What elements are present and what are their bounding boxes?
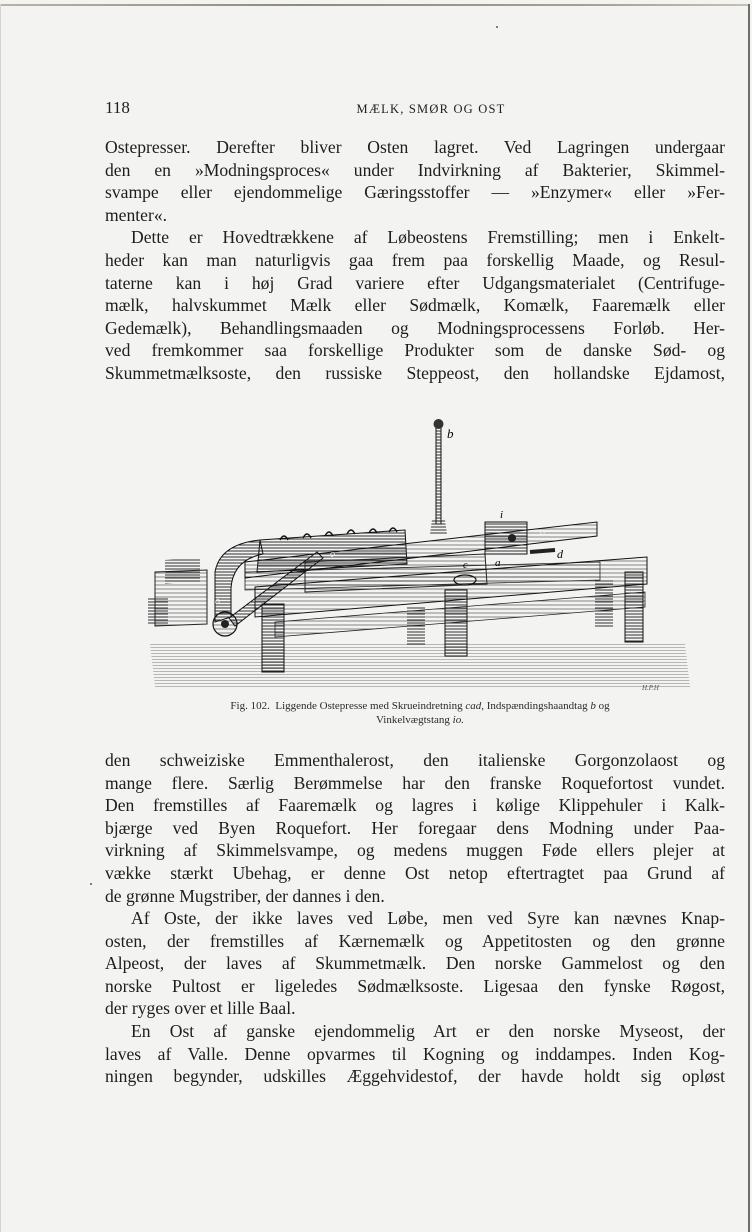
text-line: En Ost af ganske ejendommelig Art er den norske Myseost, der <box>131 1021 725 1041</box>
text-line: vække stærkt Ubehag, er denne Ost netop eftertragtet paa Grund af <box>105 862 725 883</box>
text-line: Alpeost, der laves af Skummetmælk. Den norske Gammelost og den <box>105 953 725 974</box>
running-head: MÆLK, SMØR OG OST <box>356 102 506 116</box>
paragraph-acid-cheeses <box>105 907 725 1020</box>
text-line: norske Pultost er ligeledes Sødmælksoste. Ligesaa den fynske Røgost, <box>105 975 725 996</box>
svg-text:o: o <box>215 596 220 607</box>
svg-text:o: o <box>330 549 335 560</box>
caption-line-2: Vinkelvægtstang io. <box>376 714 464 726</box>
paragraph-varieties <box>105 226 725 384</box>
svg-text:d: d <box>557 547 563 561</box>
text-line: taterne kan i høj Grad variere efter Udgangsmaterialet (Centrifuge- <box>105 272 725 293</box>
text-line: heder kan man naturligvis gaa frem paa forskellig Maade, og Resul- <box>105 249 725 270</box>
page-edge-right <box>748 4 750 1232</box>
text-line: osten, der fremstilles af Kærnemælk og Appetitosten og den grønne <box>105 930 725 951</box>
figure-cheese-press <box>145 412 695 692</box>
page-edge-left <box>0 4 1 1232</box>
text-line: ved fremkommer saa forskellige Produkter som de danske Sød- og <box>105 340 725 361</box>
page-edge-top <box>0 4 748 6</box>
stray-mark <box>90 883 92 885</box>
text-line: laves af Valle. Denne opvarmes til Kogning og inddampes. Inden Kog- <box>105 1043 725 1064</box>
text-line: Dette er Hovedtrækkene af Løbeostens Fremstilling; men i Enkelt- <box>131 227 725 248</box>
label-b: b <box>447 426 454 441</box>
svg-text:c: c <box>463 560 468 571</box>
text-line: bjærge ved Byen Roquefort. Her foregaar dens Modning under Paa- <box>105 817 725 838</box>
text-line: den schweiziske Emmenthalerost, den italienske Gorgonzolaost og <box>105 750 725 770</box>
text-line: de grønne Mugstriber, der dannes i den. <box>105 885 385 906</box>
text-line: svampe eller ejendommelige Gæringsstoffer — »Enzymer« eller »Fer- <box>105 182 725 203</box>
paragraph-myseost <box>105 1020 725 1088</box>
text-line: virkning af Skimmelsvampe, og medens muggen Føde ellers plejer at <box>105 840 725 861</box>
text-line: ningen begynder, udskilles Æggehvidestof, der havde holdt sig opløst <box>105 1066 725 1087</box>
page-number: 118 <box>105 98 130 117</box>
paragraph-roquefort <box>105 749 725 907</box>
text-line: Af Oste, der ikke laves ved Løbe, men ved Syre kan nævnes Knap- <box>131 908 725 928</box>
svg-text:i: i <box>500 509 504 521</box>
text-line: Gedemælk), Behandlingsmaaden og Modningsprocessens Forløb. Her- <box>105 317 725 338</box>
paragraph-continuation <box>105 136 725 226</box>
svg-text:a: a <box>495 557 501 569</box>
text-line: mælk, halvskummet Mælk eller Sødmælk, Komælk, Faaremælk eller <box>105 295 725 316</box>
text-line: Skummetmælksoste, den russiske Steppeost, den hollandske Ejdamost, <box>105 362 725 383</box>
figure-caption <box>140 699 700 727</box>
page-header <box>105 98 737 122</box>
text-line: der ryges over et lille Baal. <box>105 998 296 1019</box>
engraver-signature: H.P.H <box>642 684 659 692</box>
stray-mark <box>496 26 498 28</box>
text-line: Ostepresser. Derefter bliver Osten lagret. Ved Lagringen undergaar <box>105 137 725 157</box>
svg-text:o: o <box>540 527 545 538</box>
text-line: den en »Modningsproces« under Indvirkning af Bakterier, Skimmel- <box>105 159 725 180</box>
caption-line-1: Fig. 102. Liggende Ostepresse med Skrueindretning cad, Indspændingshaandtag b og <box>230 700 610 712</box>
cheese-press-illustration <box>145 412 695 692</box>
text-line: mange flere. Særlig Berømmelse har den franske Roquefortost vundet. <box>105 772 725 793</box>
text-line: menter«. <box>105 204 168 225</box>
text-line: Den fremstilles af Faaremælk og lagres i kølige Klippehuler i Kalk- <box>105 795 725 816</box>
